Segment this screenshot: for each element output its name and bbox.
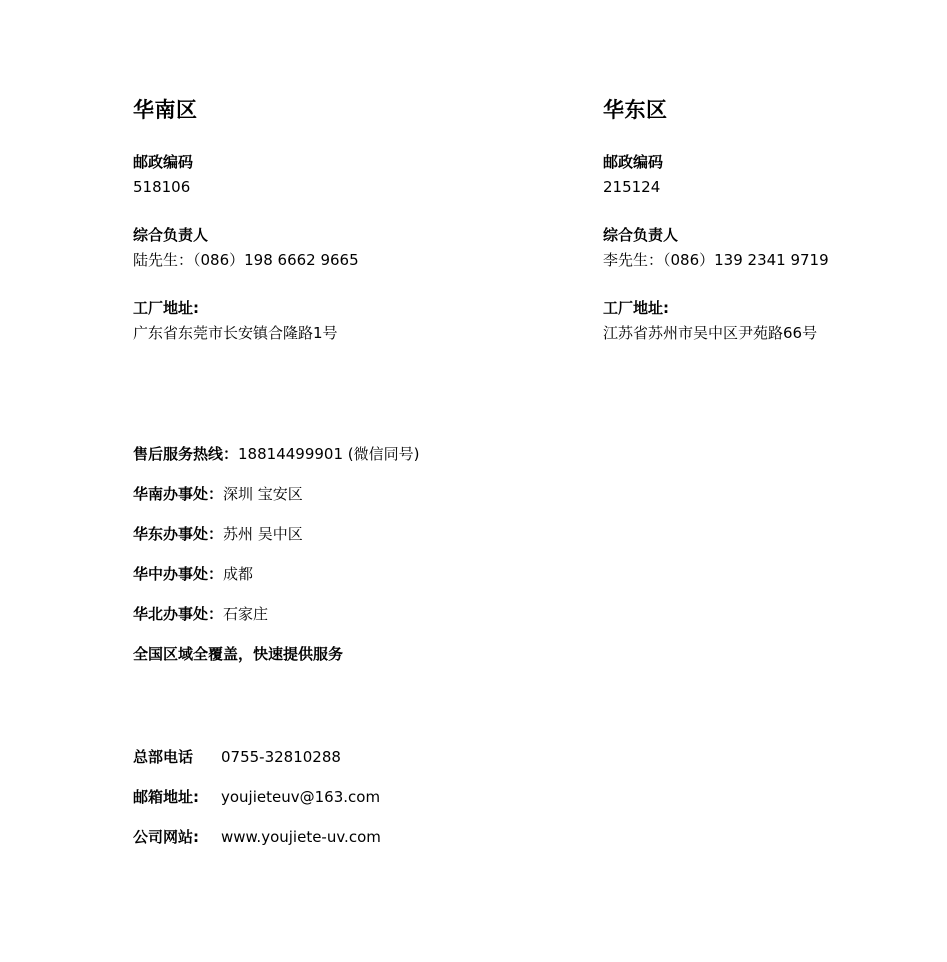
- manager-phone: 陆先生：（086）198 6662 9665: [133, 251, 359, 269]
- factory-address-block: [603, 296, 947, 346]
- factory-address-value: 江苏省苏州市吴中区尹苑路66号: [603, 324, 818, 342]
- office-central-line: [133, 564, 633, 584]
- website-label: 公司网站:: [133, 828, 199, 846]
- office-east-value: 苏州 吴中区: [223, 525, 303, 543]
- office-central-label: 华中办事处：: [133, 565, 224, 583]
- manager-phone: 李先生：（086）139 2341 9719: [603, 251, 829, 269]
- service-hotline-value: 18814499901 (微信同号): [238, 445, 420, 463]
- factory-address-label: 工厂地址:: [603, 299, 669, 317]
- manager-label: 综合负责人: [603, 226, 679, 244]
- website-value: www.youjiete-uv.com: [221, 828, 381, 846]
- region-title-east: 华东区: [603, 98, 668, 122]
- service-section: [133, 444, 633, 664]
- email-line: [133, 787, 633, 807]
- region-title-south: 华南区: [133, 98, 198, 122]
- region-south-china: [133, 97, 563, 369]
- email-value: youjieteuv@163.com: [221, 788, 381, 806]
- office-south-label: 华南办事处：: [133, 485, 224, 503]
- postal-code-label: 邮政编码: [133, 153, 194, 171]
- postal-code-block: [133, 150, 563, 200]
- office-east-line: [133, 524, 633, 544]
- office-north-value: 石家庄: [223, 605, 269, 623]
- hq-phone-line: [133, 747, 633, 767]
- manager-label: 综合负责人: [133, 226, 209, 244]
- factory-address-block: [133, 296, 563, 346]
- manager-block: [133, 223, 563, 273]
- office-south-line: [133, 484, 633, 504]
- hq-phone-label: 总部电话: [133, 748, 194, 766]
- website-line: [133, 827, 633, 847]
- region-east-china: [603, 97, 947, 369]
- factory-address-label: 工厂地址:: [133, 299, 199, 317]
- postal-code-value: 518106: [133, 178, 191, 196]
- office-north-line: [133, 604, 633, 624]
- postal-code-block: [603, 150, 947, 200]
- footer-section: [133, 747, 633, 867]
- office-north-label: 华北办事处：: [133, 605, 224, 623]
- office-east-label: 华东办事处：: [133, 525, 224, 543]
- postal-code-label: 邮政编码: [603, 153, 664, 171]
- postal-code-value: 215124: [603, 178, 661, 196]
- email-label: 邮箱地址:: [133, 788, 199, 806]
- hq-phone-value: 0755-32810288: [221, 748, 341, 766]
- office-south-value: 深圳 宝安区: [223, 485, 303, 503]
- office-central-value: 成都: [223, 565, 254, 583]
- coverage-slogan: 全国区域全覆盖，快速提供服务: [133, 645, 344, 663]
- factory-address-value: 广东省东莞市长安镇合隆路1号: [133, 324, 338, 342]
- service-hotline-label: 售后服务热线：: [133, 445, 239, 463]
- manager-block: [603, 223, 947, 273]
- service-hotline-line: [133, 444, 633, 464]
